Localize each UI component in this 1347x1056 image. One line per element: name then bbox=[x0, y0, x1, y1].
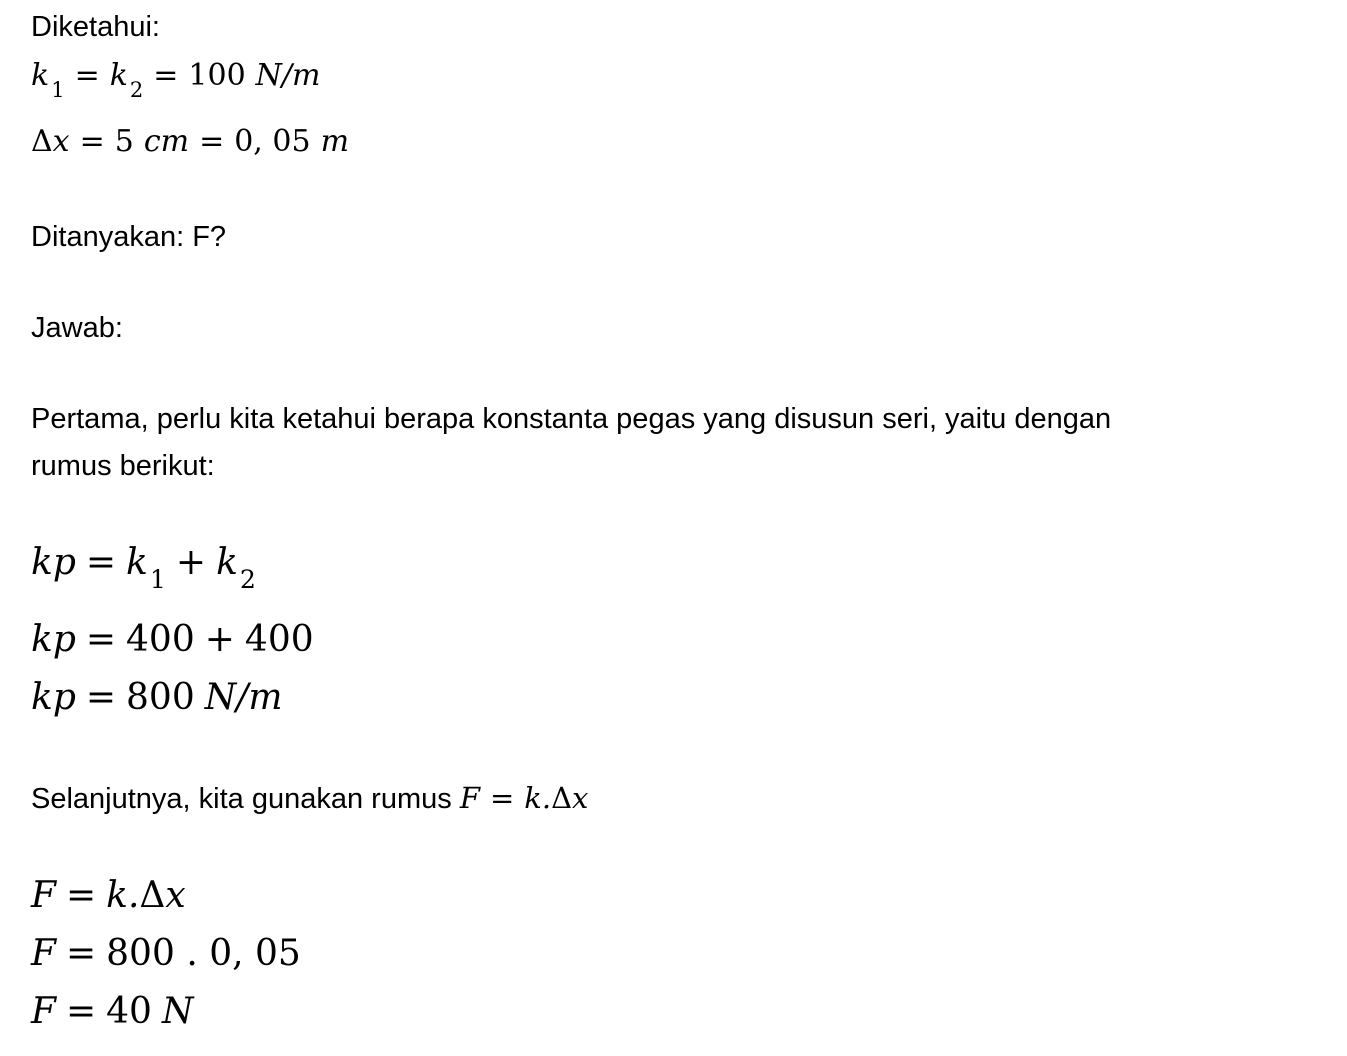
answer-heading: Jawab: bbox=[31, 312, 123, 344]
force-unit: N bbox=[161, 991, 194, 1032]
force-result-value: 40 bbox=[106, 991, 152, 1032]
equals-sign: = bbox=[199, 124, 225, 159]
equals-sign: = bbox=[153, 58, 179, 93]
given-dx-equation bbox=[31, 122, 349, 162]
equals-sign: = bbox=[85, 677, 117, 718]
dx-m-unit: m bbox=[320, 124, 350, 159]
k-symbol: k. bbox=[524, 781, 552, 815]
kp-a-value: 400 bbox=[126, 619, 195, 660]
equals-sign: = bbox=[79, 124, 105, 159]
equals-sign: = bbox=[85, 542, 117, 583]
k2-symbol: k bbox=[216, 542, 238, 583]
x-symbol: x bbox=[572, 781, 589, 815]
given-heading: Diketahui: bbox=[31, 11, 160, 43]
given-k-equation bbox=[31, 56, 321, 102]
k-unit: N/m bbox=[255, 58, 321, 93]
inline-formula bbox=[460, 781, 589, 815]
f-symbol: F bbox=[459, 781, 480, 815]
equals-sign: = bbox=[489, 781, 515, 815]
x-symbol: x bbox=[165, 875, 186, 916]
plus-sign: + bbox=[175, 542, 207, 583]
k1-symbol: k bbox=[126, 542, 148, 583]
equals-sign: = bbox=[74, 58, 100, 93]
intro-line-2: rumus berikut: bbox=[31, 450, 215, 482]
kp-symbol: kp bbox=[31, 677, 76, 718]
force-substitution bbox=[31, 931, 301, 977]
force-formula bbox=[31, 873, 186, 919]
asked-line: Ditanyakan: F? bbox=[31, 221, 227, 253]
k1-subscript: 1 bbox=[149, 564, 166, 594]
kp-result-value: 800 bbox=[126, 677, 195, 718]
kp-formula bbox=[31, 540, 256, 594]
k-symbol: k. bbox=[106, 875, 140, 916]
k2-symbol: k bbox=[109, 58, 128, 93]
k1-symbol: k bbox=[31, 58, 50, 93]
delta-symbol: Δ bbox=[139, 875, 166, 916]
kp-symbol: kp bbox=[31, 542, 76, 583]
k2-subscript: 2 bbox=[129, 77, 144, 102]
f-symbol: F bbox=[31, 991, 56, 1032]
dx-cm-value: 5 bbox=[114, 124, 134, 159]
x-symbol: x bbox=[52, 124, 70, 159]
equals-sign: = bbox=[65, 991, 97, 1032]
kp-result bbox=[31, 675, 283, 721]
force-result bbox=[31, 989, 193, 1035]
equals-sign: = bbox=[85, 619, 117, 660]
delta-symbol: Δ bbox=[31, 124, 53, 159]
kp-substitution bbox=[31, 617, 314, 663]
next-text: Selanjutnya, kita gunakan rumus bbox=[31, 783, 452, 815]
dx-m-value: 0, 05 bbox=[234, 124, 311, 159]
plus-sign: + bbox=[204, 619, 235, 660]
kp-symbol: kp bbox=[31, 619, 76, 660]
k-value: 100 bbox=[188, 58, 246, 93]
equals-sign: = bbox=[65, 875, 97, 916]
f-symbol: F bbox=[31, 875, 56, 916]
kp-unit: N/m bbox=[204, 677, 283, 718]
f-symbol: F bbox=[31, 933, 56, 974]
delta-symbol: Δ bbox=[551, 781, 573, 815]
equals-sign: = bbox=[65, 933, 97, 974]
next-line bbox=[31, 781, 588, 816]
k2-subscript: 2 bbox=[239, 564, 256, 594]
kp-b-value: 400 bbox=[244, 619, 314, 660]
intro-line-1: Pertama, perlu kita ketahui berapa konstanta pegas yang disusun seri, yaitu dengan bbox=[31, 403, 1112, 435]
dx-cm-unit: cm bbox=[143, 124, 190, 159]
force-substitution-value: 800 . 0, 05 bbox=[106, 933, 301, 974]
k1-subscript: 1 bbox=[51, 77, 65, 102]
